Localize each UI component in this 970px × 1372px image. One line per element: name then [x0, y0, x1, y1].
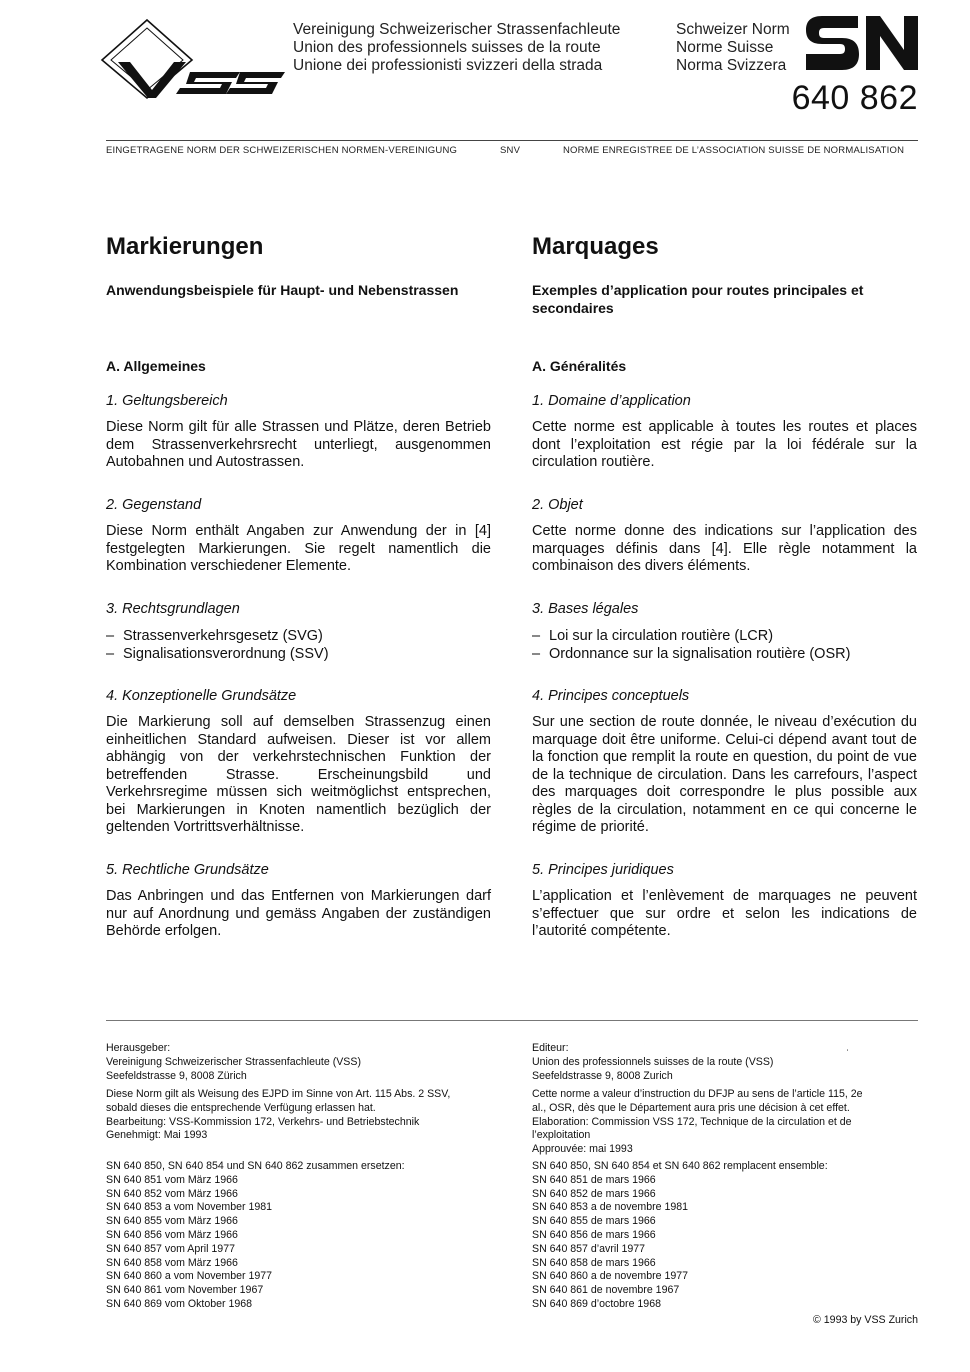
stray-mark: ʿ — [846, 1048, 849, 1058]
footer-line: Cette norme a valeur d’instruction du DFJP au sens de l’article 115, 2e — [532, 1088, 863, 1100]
s2-text-de: Diese Norm enthält Angaben zur Anwendung der in [4] festgelegten Markierungen. Sie regelt namentlich die Kombination verschiedener Elemente. — [106, 523, 491, 574]
list-item: – Ordonnance sur la signalisation routière (OSR) — [532, 645, 917, 663]
norm-number: 640 862 — [791, 79, 918, 117]
footer-line: SN 640 858 vom März 1966 — [106, 1256, 238, 1269]
footer-line: Seefeldstrasse 9, 8008 Zurich — [532, 1069, 673, 1082]
s2-heading-fr: 2. Objet — [532, 497, 583, 513]
s5-heading-fr: 5. Principes juridiques — [532, 862, 674, 878]
footer-line: SN 640 869 vom Oktober 1968 — [106, 1297, 253, 1310]
footer-divider — [106, 1020, 918, 1021]
organization-names — [293, 21, 620, 75]
footer-line: al., OSR, dès que le Département aura pris une décision à cet effet. — [532, 1101, 850, 1114]
vss-logo — [100, 18, 285, 100]
subtitle-fr: Exemples d’application pour routes principales et secondaires — [532, 282, 864, 316]
s1-heading-de: 1. Geltungsbereich — [106, 393, 228, 409]
list-item: – Signalisationsverordnung (SSV) — [106, 645, 491, 663]
org-name-fr: Union des professionnels suisses de la route — [293, 39, 601, 56]
footer-line: SN 640 850, SN 640 854 und SN 640 862 zusammen ersetzen: — [106, 1160, 405, 1172]
s2-text-fr: Cette norme donne des indications sur l’application des marquages définis dans [4]. Elle règle notamment la combinaison des divers éléments. — [532, 523, 917, 574]
s4-text-fr: Sur une section de route donnée, le niveau d’exécution du marquage doit être uniforme. Celui-ci dépend avant tout de la fonction que remplit la route en question, du point de vue de la technique de circulation. Dans les carrefours, l’aspect des marquages doit correspondre le plus possible aux règles de la circulation, notamment en ce qui concerne le régime de priorité. — [532, 714, 917, 835]
footer-line: SN 640 855 vom März 1966 — [106, 1215, 238, 1228]
s4-heading-fr: 4. Principes conceptuels — [532, 688, 690, 704]
footer-line: Genehmigt: Mai 1993 — [106, 1129, 208, 1142]
footer-line: Approuvée: mai 1993 — [532, 1143, 633, 1156]
copyright: © 1993 by VSS Zurich — [813, 1314, 918, 1326]
footer-line: SN 640 851 de mars 1966 — [532, 1173, 656, 1186]
footer-line: SN 640 858 de mars 1966 — [532, 1256, 656, 1269]
footer-line: SN 640 860 a vom November 1977 — [106, 1270, 273, 1283]
s5-heading-de: 5. Rechtliche Grundsätze — [106, 862, 269, 878]
footer-line: Elaboration: Commission VSS 172, Technique de la circulation et de — [532, 1115, 852, 1128]
footer-line: SN 640 856 de mars 1966 — [532, 1228, 656, 1241]
footer-line: SN 640 852 de mars 1966 — [532, 1187, 656, 1200]
title-de: Markierungen — [106, 233, 264, 260]
list-item: – Loi sur la circulation routière (LCR) — [532, 627, 917, 645]
publisher-de — [106, 1042, 361, 1083]
norm-type-names — [676, 21, 790, 75]
footer-line: Bearbeitung: VSS-Kommission 172, Verkehrs- und Betriebstechnik — [106, 1115, 420, 1128]
footer-line: SN 640 857 vom April 1977 — [106, 1242, 235, 1255]
footer-line: Union des professionnels suisses de la route (VSS) — [532, 1055, 774, 1068]
s3-heading-de: 3. Rechtsgrundlagen — [106, 601, 240, 617]
norm-name-it: Norma Svizzera — [676, 57, 787, 74]
list-item: – Strassenverkehrsgesetz (SVG) — [106, 627, 491, 645]
footer-line: Diese Norm gilt als Weisung des EJPD im Sinne von Art. 115 Abs. 2 SSV, — [106, 1088, 451, 1100]
s3-list-fr — [532, 627, 917, 663]
footer-line: Seefeldstrasse 9, 8008 Zürich — [106, 1069, 247, 1082]
section-a-heading-de: A. Allgemeines — [106, 358, 206, 374]
footer-line: SN 640 861 vom November 1967 — [106, 1284, 264, 1297]
footer-line: SN 640 850, SN 640 854 et SN 640 862 remplacent ensemble: — [532, 1160, 828, 1172]
registration-de: EINGETRAGENE NORM DER SCHWEIZERISCHEN NORMEN-VEREINIGUNG — [106, 145, 458, 156]
footer-line: SN 640 851 vom März 1966 — [106, 1173, 238, 1186]
footer-line: SN 640 861 de novembre 1967 — [532, 1284, 680, 1297]
footer-line: Editeur: — [532, 1042, 569, 1054]
replaces-de — [106, 1160, 405, 1312]
norm-name-de: Schweizer Norm — [676, 21, 790, 38]
footer-line: SN 640 853 a vom November 1981 — [106, 1201, 273, 1214]
s5-text-fr: L’application et l’enlèvement de marquages ne peuvent s’effectuer que sur ordre et selon les indications de l’autorité compétente. — [532, 888, 917, 939]
sn-logo-mark — [804, 14, 920, 72]
footer-line: SN 640 856 vom März 1966 — [106, 1228, 238, 1241]
registration-fr: NORME ENREGISTREE DE L’ASSOCIATION SUISSE DE NORMALISATION — [563, 145, 905, 156]
footer-line: Vereinigung Schweizerischer Strassenfachleute (VSS) — [106, 1055, 361, 1068]
footer-line: l’exploitation — [532, 1129, 591, 1142]
s4-text-de: Die Markierung soll auf demselben Strassenzug einen einheitlichen Standard aufweisen. Dieser ist vor allem abhängig von der verkehrstechnischen Funktion der betreffenden Strasse. Erscheinungsbild und Verkehrsregime müssen sich weitmöglichst entsprechen, bei Markierungen in Knoten namentlich bezüglich der geltenden Vortrittsverhältnisse. — [106, 714, 491, 835]
s4-heading-de: 4. Konzeptionelle Grundsätze — [106, 688, 297, 704]
footer-line: SN 640 852 vom März 1966 — [106, 1187, 238, 1200]
section-a-heading-fr: A. Généralités — [532, 358, 627, 374]
registration-abbr: SNV — [500, 145, 521, 156]
footer-line: SN 640 853 a de novembre 1981 — [532, 1201, 689, 1214]
s5-text-de: Das Anbringen und das Entfernen von Markierungen darf nur auf Anordnung und gemäss Angaben der zuständigen Behörde erfolgen. — [106, 888, 491, 939]
footer-line: Herausgeber: — [106, 1042, 171, 1054]
norm-name-fr: Norme Suisse — [676, 39, 774, 56]
publisher-fr — [532, 1042, 773, 1083]
s3-heading-fr: 3. Bases légales — [532, 601, 639, 617]
footer-line: SN 640 869 d’octobre 1968 — [532, 1297, 661, 1310]
s1-text-de: Diese Norm gilt für alle Strassen und Plätze, deren Betrieb dem Strassenverkehrsrecht unterliegt, ausgenommen Autobahnen und Autostrassen. — [106, 419, 491, 470]
footer-line: SN 640 860 a de novembre 1977 — [532, 1270, 689, 1283]
org-name-de: Vereinigung Schweizerischer Strassenfachleute — [293, 21, 621, 38]
header-divider — [106, 140, 918, 141]
subtitle-de: Anwendungsbeispiele für Haupt- und Nebenstrassen — [106, 282, 459, 298]
replaces-fr — [532, 1160, 828, 1312]
footer-line: SN 640 857 d’avril 1977 — [532, 1242, 646, 1255]
s2-heading-de: 2. Gegenstand — [106, 497, 202, 513]
s1-heading-fr: 1. Domaine d’application — [532, 393, 691, 409]
s3-list-de — [106, 627, 491, 663]
s1-text-fr: Cette norme est applicable à toutes les routes et places dont l’exploitation est régie par la loi fédérale sur la circulation routière. — [532, 419, 917, 470]
footer-line: SN 640 855 de mars 1966 — [532, 1215, 656, 1228]
org-name-it: Unione dei professionisti svizzeri della strada — [293, 57, 603, 74]
title-fr: Marquages — [532, 233, 659, 260]
footer-line: sobald dieses die entsprechende Verfügung erlassen hat. — [106, 1101, 376, 1114]
directive-fr — [532, 1088, 863, 1157]
directive-de — [106, 1088, 450, 1143]
